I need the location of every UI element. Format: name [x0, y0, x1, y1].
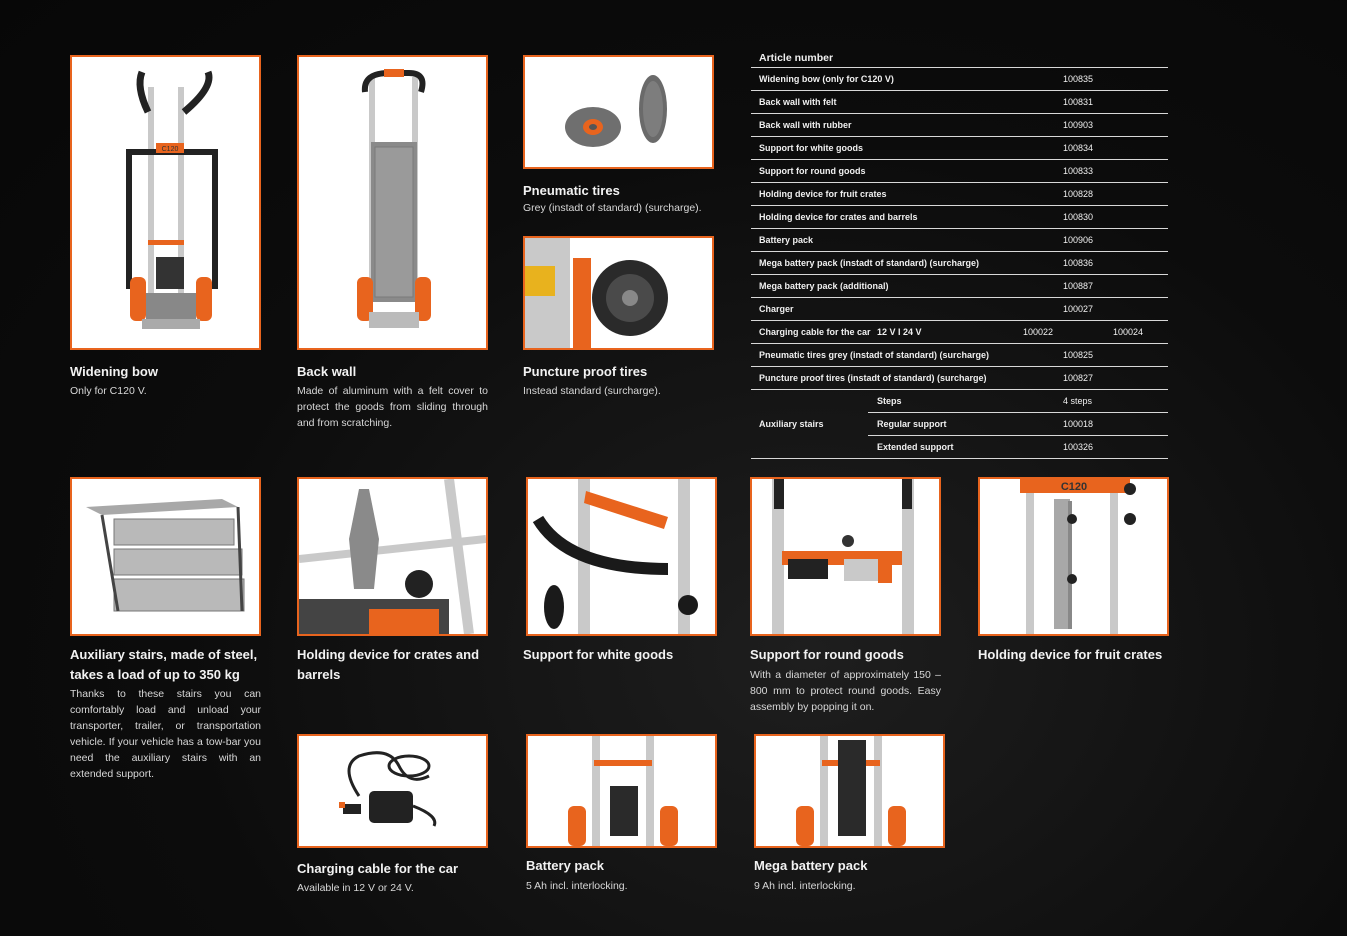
- table-cell-value: 100906: [1063, 235, 1094, 245]
- table-cell-value: 100887: [1063, 281, 1094, 291]
- table-cell-value: 100828: [1063, 189, 1094, 199]
- table-row: [751, 183, 1168, 206]
- product-image-battery-pack: [526, 734, 717, 848]
- product-desc-battery-pack: 5 Ah incl. interlocking.: [526, 880, 628, 892]
- table-subrow: [868, 390, 1168, 413]
- table-row: [751, 344, 1168, 367]
- product-title-puncture-proof-tires: Puncture proof tires: [523, 364, 648, 379]
- table-row: [751, 367, 1168, 390]
- product-title-auxiliary-stairs: Auxiliary stairs, made of steel, takes a load of up to 350 kg: [70, 647, 258, 682]
- product-image-auxiliary-stairs: [70, 477, 261, 636]
- table-cell-value: 100831: [1063, 97, 1094, 107]
- table-cell-value: 100018: [1063, 419, 1094, 429]
- product-desc-support-round-goods: With a diameter of approximately 150 – 800 mm to protect round goods. Easy assembly by popping it on.: [750, 669, 941, 713]
- table-cell-label: Support for round goods: [759, 166, 866, 176]
- table-cell-label: Mega battery pack (additional): [759, 281, 889, 291]
- table-row: [751, 68, 1168, 91]
- c120-label: C120: [161, 146, 179, 153]
- table-cell-label: Regular support: [877, 419, 947, 429]
- table-cell-value: 100835: [1063, 74, 1094, 84]
- product-image-mega-battery-pack: [754, 734, 945, 848]
- article-number-table: [751, 50, 1168, 459]
- product-desc-mega-battery-pack: 9 Ah incl. interlocking.: [754, 880, 856, 892]
- product-title-holding-device-fruit-crates: Holding device for fruit crates: [978, 647, 1163, 662]
- product-desc-widening-bow: Only for C120 V.: [70, 385, 147, 397]
- table-cell-label: Charger: [759, 304, 794, 314]
- product-image-back-wall: [297, 55, 488, 350]
- product-title-holding-device-crates: Holding device for crates and barrels: [297, 647, 480, 682]
- table-cell-value: 100827: [1063, 373, 1094, 383]
- product-image-support-round-goods: [750, 477, 941, 636]
- table-cell-label: Holding device for fruit crates: [759, 189, 887, 199]
- product-image-holding-device-crates: [297, 477, 488, 636]
- product-desc-auxiliary-stairs: Thanks to these stairs you can comfortably load and unload your transporter, trailer, or transportation vehicle. If your vehicle has a tow-bar you need the auxiliary stairs with an extended support.: [70, 688, 261, 780]
- c120-label: C120: [1060, 481, 1088, 493]
- table-cell-value: 100326: [1063, 442, 1094, 452]
- table-row: [751, 275, 1168, 298]
- product-desc-charging-cable: Available in 12 V or 24 V.: [297, 882, 414, 894]
- table-cell-label: Back wall with rubber: [759, 120, 852, 130]
- product-desc-pneumatic-tires: Grey (instadt of standard) (surcharge).: [523, 202, 702, 214]
- product-image-puncture-proof-tires: [523, 236, 714, 350]
- table-row: [751, 298, 1168, 321]
- product-title-back-wall: Back wall: [297, 364, 357, 379]
- table-row: [751, 206, 1168, 229]
- product-title-charging-cable: Charging cable for the car: [297, 861, 459, 876]
- table-cell-value: 100830: [1063, 212, 1094, 222]
- table-cell-label: Charging cable for the car: [759, 327, 871, 337]
- table-cell-value: 100836: [1063, 258, 1094, 268]
- product-title-battery-pack: Battery pack: [526, 858, 605, 873]
- table-row: [751, 91, 1168, 114]
- product-title-widening-bow: Widening bow: [70, 364, 158, 379]
- table-row: [751, 229, 1168, 252]
- product-desc-back-wall: Made of aluminum with a felt cover to protect the goods from sliding through and from scratching.: [297, 385, 488, 429]
- product-image-support-white-goods: [526, 477, 717, 636]
- table-cell-voltage: 12 V I 24 V: [877, 327, 922, 337]
- table-cell-value: 100834: [1063, 143, 1094, 153]
- table-subrow: [868, 436, 1168, 458]
- product-image-charging-cable: [297, 734, 488, 848]
- table-cell-label: Auxiliary stairs: [759, 419, 824, 429]
- product-desc-puncture-proof-tires: Instead standard (surcharge).: [523, 385, 661, 397]
- table-cell-label: Puncture proof tires (instadt of standard) (surcharge): [759, 373, 987, 383]
- table-cell-label: Widening bow (only for C120 V): [759, 74, 894, 84]
- table-row: [751, 137, 1168, 160]
- table-cell-label: Extended support: [877, 442, 954, 452]
- table-cell-label: Mega battery pack (instadt of standard) (surcharge): [759, 258, 980, 268]
- table-cell-label: Holding device for crates and barrels: [759, 212, 918, 222]
- table-cell-value: 4 steps: [1063, 396, 1093, 406]
- product-image-pneumatic-tires: [523, 55, 714, 169]
- table-row: [751, 114, 1168, 137]
- table-cell-value: 100024: [1113, 327, 1144, 337]
- product-image-widening-bow: [70, 55, 261, 350]
- table-row-charging-cable: [751, 321, 1168, 344]
- table-row: [751, 160, 1168, 183]
- product-title-mega-battery-pack: Mega battery pack: [754, 858, 868, 873]
- table-row: [751, 252, 1168, 275]
- table-cell-value: 100833: [1063, 166, 1094, 176]
- table-cell-value: 100027: [1063, 304, 1094, 314]
- table-cell-label: Back wall with felt: [759, 97, 837, 107]
- table-cell-value: 100903: [1063, 120, 1094, 130]
- table-cell-value: 100022: [1023, 327, 1054, 337]
- table-header: Article number: [751, 50, 1168, 68]
- product-title-support-white-goods: Support for white goods: [523, 647, 674, 662]
- table-cell-value: 100825: [1063, 350, 1094, 360]
- table-row-auxiliary-stairs: [751, 390, 1168, 459]
- table-cell-label: Battery pack: [759, 235, 814, 245]
- table-cell-label: Steps: [877, 396, 902, 406]
- table-cell-label: Support for white goods: [759, 143, 863, 153]
- product-title-pneumatic-tires: Pneumatic tires: [523, 183, 620, 198]
- product-image-holding-device-fruit-crates: [978, 477, 1169, 636]
- table-cell-label: Pneumatic tires grey (instadt of standard) (surcharge): [759, 350, 990, 360]
- table-subrow: [868, 413, 1168, 436]
- product-title-support-round-goods: Support for round goods: [750, 647, 904, 662]
